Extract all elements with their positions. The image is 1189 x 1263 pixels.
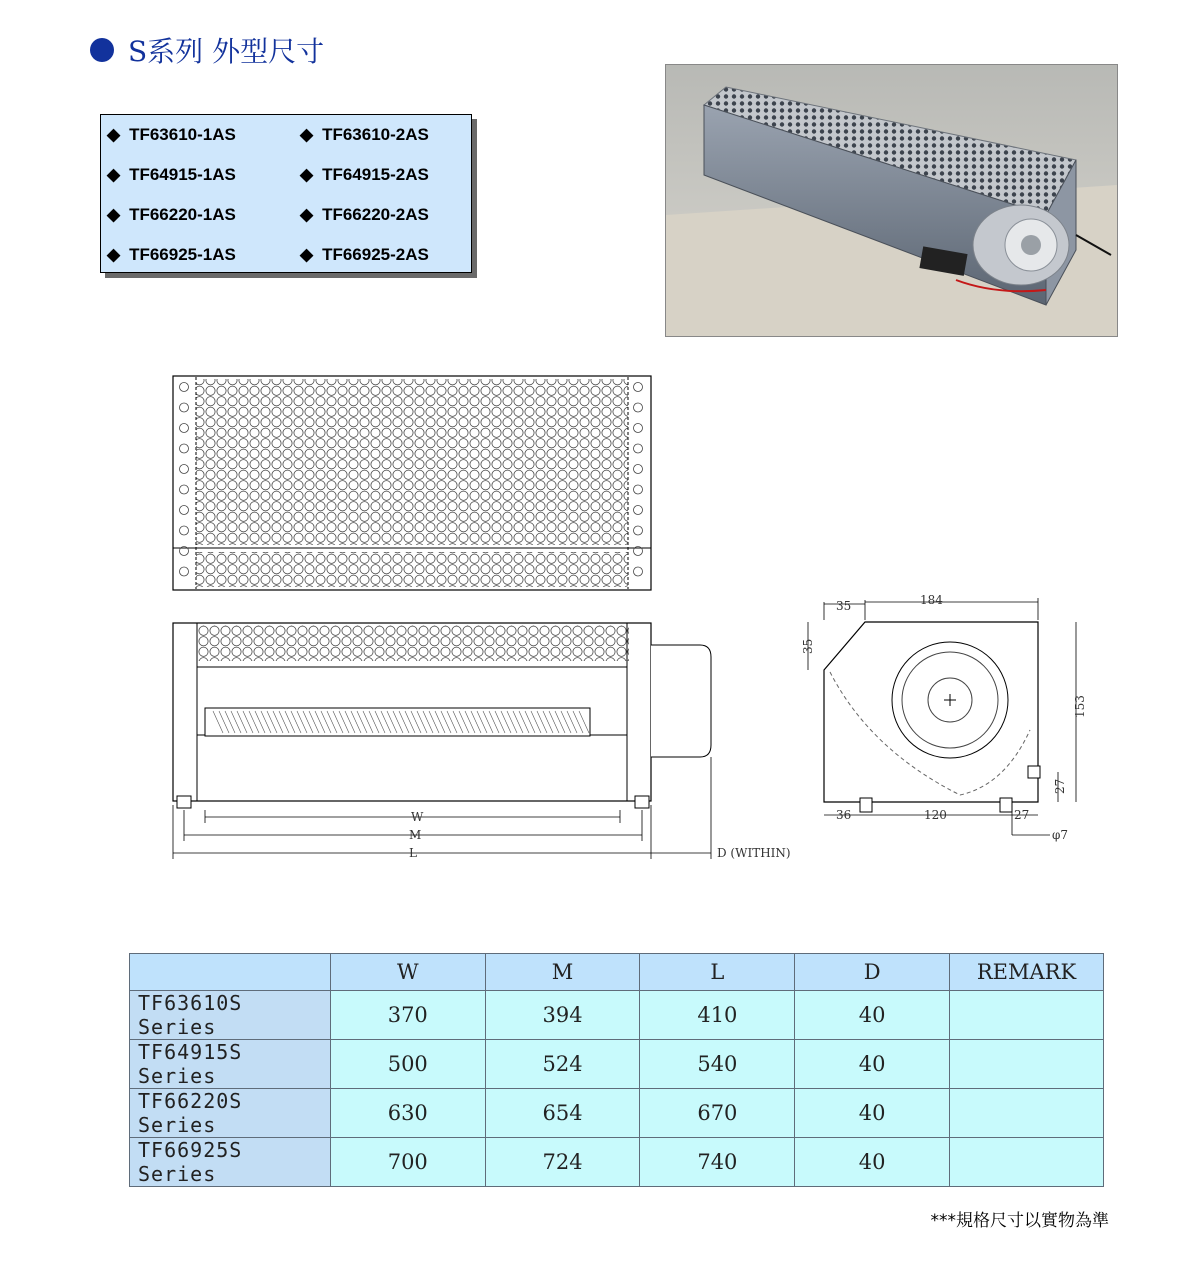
model-item bbox=[107, 195, 300, 235]
footnote: ***規格尺寸以實物為準 bbox=[930, 1211, 1109, 1231]
series-name: TF66220S Series bbox=[130, 1089, 331, 1138]
cell-l: 540 bbox=[640, 1040, 795, 1089]
model-item bbox=[300, 155, 477, 195]
model-code: TF66925-1AS bbox=[129, 245, 236, 264]
cell-l: 410 bbox=[640, 991, 795, 1040]
cell-m: 724 bbox=[485, 1138, 640, 1187]
table-header-w: W bbox=[330, 954, 485, 991]
title-bullet-icon bbox=[90, 38, 114, 62]
page-title-text: S系列 外型尺寸 bbox=[128, 35, 325, 68]
front-view-svg bbox=[165, 615, 805, 865]
diamond-bullet-icon: ◆ bbox=[107, 165, 121, 184]
model-code: TF64915-1AS bbox=[129, 165, 236, 184]
cell-d: 40 bbox=[795, 1138, 950, 1187]
side-view-drawing bbox=[800, 590, 1100, 854]
model-item bbox=[300, 195, 477, 235]
cell-remark bbox=[950, 1138, 1104, 1187]
model-code: TF63610-1AS bbox=[129, 125, 236, 144]
cell-remark bbox=[950, 1040, 1104, 1089]
dim-l-label: L bbox=[409, 846, 417, 860]
diamond-bullet-icon: ◆ bbox=[300, 245, 314, 264]
dim-d-label: D (WITHIN) bbox=[717, 846, 791, 860]
diamond-bullet-icon: ◆ bbox=[107, 245, 121, 264]
model-list bbox=[101, 115, 471, 275]
top-view-drawing bbox=[172, 375, 654, 597]
table-row bbox=[130, 1040, 1104, 1089]
product-photo-illustration bbox=[666, 65, 1117, 336]
table-row bbox=[130, 991, 1104, 1040]
cell-m: 654 bbox=[485, 1089, 640, 1138]
table-header-remark: REMARK bbox=[950, 954, 1104, 991]
page-title bbox=[90, 30, 324, 70]
model-code: TF66925-2AS bbox=[322, 245, 429, 264]
series-name: TF64915S Series bbox=[130, 1040, 331, 1089]
model-code: TF63610-2AS bbox=[322, 125, 429, 144]
cell-m: 394 bbox=[485, 991, 640, 1040]
cell-w: 370 bbox=[330, 991, 485, 1040]
table-row bbox=[130, 1138, 1104, 1187]
top-view-svg bbox=[172, 375, 654, 593]
table-header-row bbox=[130, 954, 1104, 991]
cell-w: 700 bbox=[330, 1138, 485, 1187]
side-view-svg bbox=[800, 590, 1100, 850]
cell-d: 40 bbox=[795, 1089, 950, 1138]
model-item bbox=[300, 115, 477, 155]
diamond-bullet-icon: ◆ bbox=[300, 165, 314, 184]
model-item bbox=[107, 115, 300, 155]
dim-phi7: φ7 bbox=[1052, 828, 1069, 842]
model-item bbox=[300, 235, 477, 275]
model-item bbox=[107, 155, 300, 195]
diamond-bullet-icon: ◆ bbox=[107, 125, 121, 144]
model-code: TF66220-1AS bbox=[129, 205, 236, 224]
series-name: TF66925S Series bbox=[130, 1138, 331, 1187]
dim-153: 153 bbox=[1073, 695, 1087, 718]
dim-35-left: 35 bbox=[801, 638, 815, 654]
dim-35-top: 35 bbox=[836, 599, 852, 613]
diamond-bullet-icon: ◆ bbox=[300, 125, 314, 144]
model-list-box bbox=[100, 114, 472, 273]
dim-m-label: M bbox=[409, 828, 422, 842]
cell-l: 670 bbox=[640, 1089, 795, 1138]
front-view-drawing bbox=[165, 615, 805, 869]
cell-w: 500 bbox=[330, 1040, 485, 1089]
dim-120: 120 bbox=[924, 808, 947, 822]
cell-d: 40 bbox=[795, 1040, 950, 1089]
table-header-d: D bbox=[795, 954, 950, 991]
table-header-l: L bbox=[640, 954, 795, 991]
cell-l: 740 bbox=[640, 1138, 795, 1187]
model-item bbox=[107, 235, 300, 275]
table-header-m: M bbox=[485, 954, 640, 991]
diamond-bullet-icon: ◆ bbox=[107, 205, 121, 224]
dim-27-right: 27 bbox=[1053, 778, 1067, 794]
dim-184: 184 bbox=[920, 593, 943, 607]
series-name: TF63610S Series bbox=[130, 991, 331, 1040]
table-header-blank bbox=[130, 954, 331, 991]
product-photo bbox=[665, 64, 1118, 337]
cell-m: 524 bbox=[485, 1040, 640, 1089]
dimension-table bbox=[129, 953, 1104, 1187]
cell-d: 40 bbox=[795, 991, 950, 1040]
cell-w: 630 bbox=[330, 1089, 485, 1138]
diamond-bullet-icon: ◆ bbox=[300, 205, 314, 224]
model-code: TF66220-2AS bbox=[322, 205, 429, 224]
table-row bbox=[130, 1089, 1104, 1138]
cell-remark bbox=[950, 991, 1104, 1040]
dim-27-bottom: 27 bbox=[1014, 808, 1030, 822]
model-code: TF64915-2AS bbox=[322, 165, 429, 184]
dim-36: 36 bbox=[836, 808, 852, 822]
dim-w-label: W bbox=[411, 810, 424, 824]
cell-remark bbox=[950, 1089, 1104, 1138]
